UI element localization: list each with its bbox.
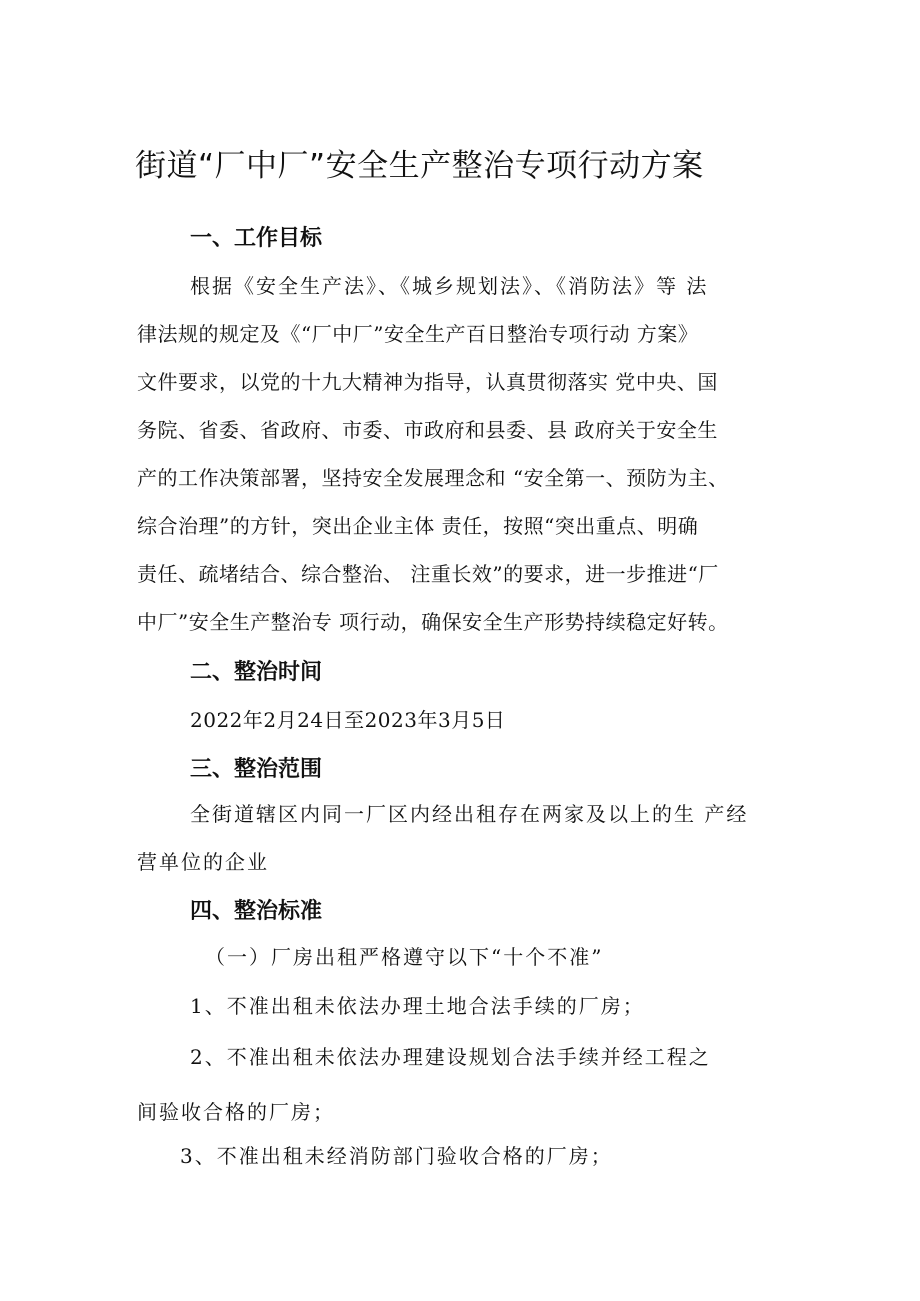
section-heading-time: 二、整治时间 [190, 660, 323, 685]
section-heading-scope: 三、整治范围 [190, 757, 323, 782]
paragraph-line: 中厂”安全生产整治专 项行动，确保安全生产形势持续稳定好转。 [137, 610, 729, 634]
paragraph-line: 根据《安全生产法》、《城乡规划法》、《消防法》等 法 [190, 274, 709, 298]
section-heading-goals: 一、工作目标 [190, 226, 323, 251]
paragraph-line: 务院、省委、省政府、市委、市政府和县委、县 政府关于安全生 [137, 418, 718, 442]
paragraph-line: 产的工作决策部署，坚持安全发展理念和 “安全第一、预防为主、 [137, 466, 729, 490]
paragraph-line: 责任、疏堵结合、综合整治、 注重长效”的要求，进一步推进“厂 [137, 562, 719, 586]
paragraph-line: 营单位的企业 [137, 850, 269, 874]
document-title: 街道“厂中厂”安全生产整治专项行动方案 [135, 148, 704, 184]
list-item: 1、不准出租未依法办理土地合法手续的厂房； [190, 994, 645, 1018]
date-range-text: 2022年2月24日至2023年3月5日 [190, 708, 506, 732]
list-item-continuation: 间验收合格的厂房； [137, 1100, 335, 1124]
paragraph-line: 综合治理”的方针，突出企业主体 责任，按照“突出重点、明确 [137, 514, 699, 538]
paragraph-line: 文件要求，以党的十九大精神为指导，认真贯彻落实 党中央、国 [137, 370, 718, 394]
section-heading-standards: 四、整治标准 [190, 899, 323, 924]
subsection-title: （一）厂房出租严格遵守以下“十个不准” [205, 945, 604, 969]
list-item: 3、不准出租未经消防部门验收合格的厂房； [180, 1144, 613, 1168]
paragraph-line: 律法规的规定及《“厂中厂”安全生产百日整治专项行动 方案》 [137, 322, 699, 346]
list-item: 2、不准出租未依法办理建设规划合法手续并经工程之 [190, 1045, 711, 1069]
paragraph-line: 全街道辖区内同一厂区内经出租存在两家及以上的生 产经 [190, 802, 749, 826]
